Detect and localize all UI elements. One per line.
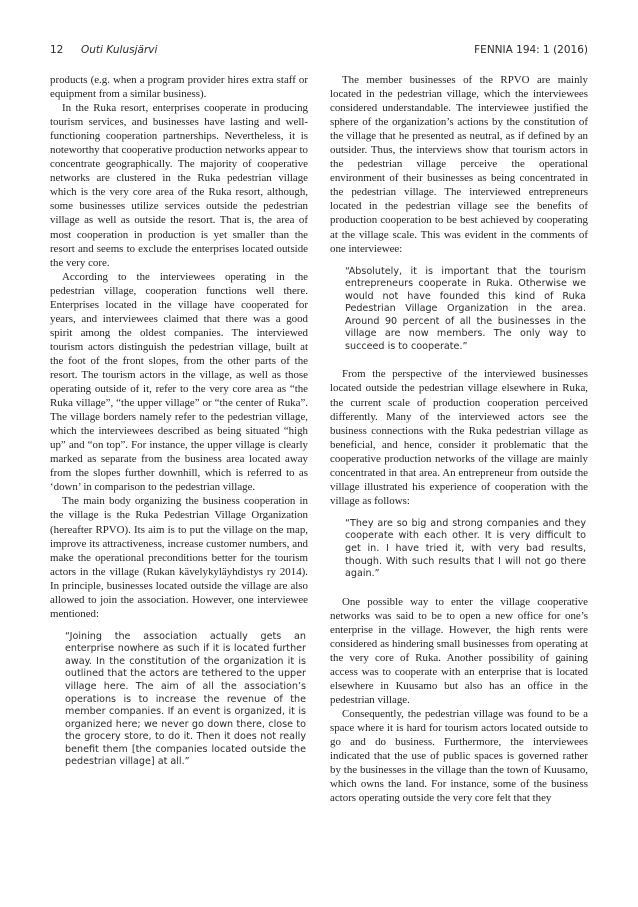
running-header	[50, 44, 588, 60]
paragraph: According to the interviewees operating in the pedestrian village, cooperation functions well there. Enterprises located in the village have cooperated for years, and interviewees claimed that there was a good spirit among the oldest companies. The interviewed tourism actors distinguish the pedestrian village, built at the foot of the front slopes, from the other parts of the resort. The tourism actors in the village, as well as those operating outside of it, refer to the very core area as “the Ruka village”, “the upper village” or “the center of Ruka”. The village borders namely refer to the pedestrian village, which the interviewees described as being situated “high up” and “on top”. For instance, the upper village is clearly marked as separate from the business area located away from the slopes further downhill, which is referred to as ‘down’ in comparison to the pedestrian village.	[50, 270, 308, 494]
interview-quote: “Absolutely, it is important that the tourism entrepreneurs cooperate in Ruka. Otherwise we would not have founded this kind of Ruka Pedestrian Village Organization in the area. Around 90 percent of all the businesses in the village are now members. The only way to succeed is to cooperate.”	[345, 265, 586, 352]
paragraph: One possible way to enter the village cooperative networks was said to be to open a new office for one’s enterprise in the village. However, the high rents were considered as hindering small businesses from operating at the very core of Ruka. Another possibility of gaining access was to cooperate with an enterprise that is located elsewhere in Kuusamo but also has an office in the pedestrian village.	[330, 595, 588, 706]
paragraph: From the perspective of the interviewed businesses located outside the pedestrian village elsewhere in Ruka, the current scale of production cooperation perceived differently. Many of the interviewed actors see the business connections with the Ruka pedestrian village as beneficial, and hence, consider it problematic that the cooperative production networks of the village are mainly concentrated in that area. An entrepreneur from outside the village illustrated his experience of cooperation with the village as follows:	[330, 368, 588, 507]
interview-quote: “They are so big and strong companies and they cooperate with each other. It is very difficult to get in. I have tried it, with very bad results, though. With such results that I will not go there again.”	[345, 517, 586, 580]
running-author: Outi Kulusjärvi	[81, 44, 158, 56]
paragraph: Consequently, the pedestrian village was found to be a space where it is hard for tourism actors located outside to go and do business. Furthermore, the interviewees indicated that the use of public spaces is governed rather by the businesses in the village than the town of Kuusamo, which owns the land. For instance, some of the business actors operating outside the very core felt that they	[330, 708, 588, 805]
page-number: 12	[50, 44, 64, 56]
right-column	[330, 73, 588, 805]
journal-citation: FENNIA 194: 1 (2016)	[474, 44, 588, 56]
left-column	[50, 73, 308, 769]
paragraph: products (e.g. when a program provider hires extra staff or equipment from a similar business).	[50, 74, 308, 101]
paragraph: The member businesses of the RPVO are mainly located in the pedestrian village, which the interviewees considered understandable. The interviewee justified the sphere of the organization’s actions by the constitution of the village that he presented as neutral, as if defined by an outsider. Thus, the interviews show that tourism actors in the pedestrian village perceive the operational environment of their businesses as being concentrated in the pedestrian village. The interviewed entrepreneurs located in the pedestrian village see the benefits of production cooperation to be best achieved by cooperating at the village scale. This was evident in the comments of one interviewee:	[330, 74, 588, 255]
paragraph: The main body organizing the business cooperation in the village is the Ruka Pedestrian Village Organization (hereafter RPVO). Its aim is to put the village on the map, improve its attractiveness, increase customer numbers, and make the operational preconditions better for the tourism actors in the village (Rukan kävelykyläyhdistys ry 2014). In principle, businesses located outside the village are also allowed to join the association. However, one interviewee mentioned:	[50, 495, 308, 620]
paragraph: In the Ruka resort, enterprises cooperate in producing tourism services, and businesses have lasting and well-functioning cooperation partnerships. Nevertheless, it is noteworthy that cooperative production networks appear to concentrate geographically. The majority of cooperative networks are clustered in the Ruka pedestrian village which is the very core area of the Ruka resort, although, some businesses utilize services outside the pedestrian village as well as outside the resort. That is, the area of most cooperation in production is yet smaller than the resort and seems to exclude the enterprises located outside the very core.	[50, 102, 308, 269]
interview-quote: “Joining the association actually gets an enterprise nowhere as such if it is located further away. In the constitution of the organization it is outlined that the actors are tethered to the upper village here. The aim of all the association’s operations is to increase the revenue of the member companies. If an event is organized, it is organized here; we never go down there, close to the grocery store, to do it. Then it does not really benefit them [the companies located outside the pedestrian village] at all.”	[65, 630, 306, 768]
